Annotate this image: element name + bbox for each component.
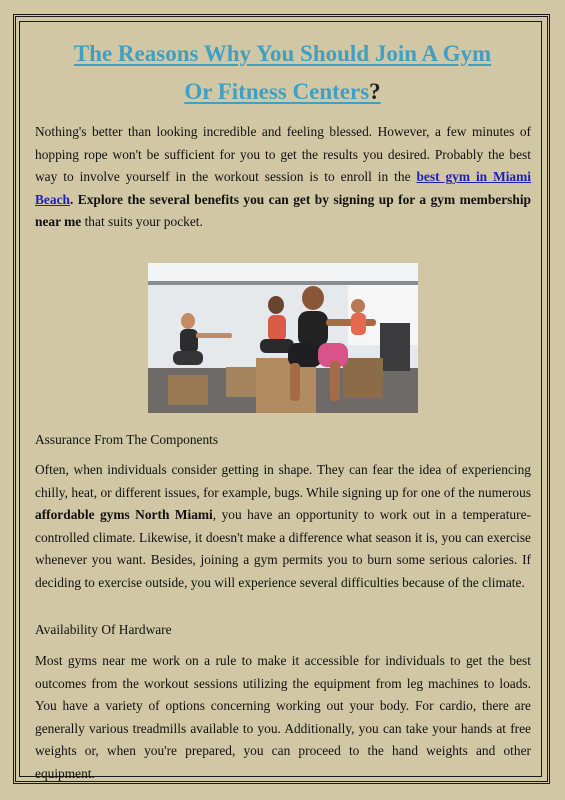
page-title (30, 35, 535, 111)
gym-photo (148, 263, 418, 413)
best-gym-link[interactable]: best gym in Miami Beach (35, 169, 531, 207)
title-line-2: Or Fitness Centers (184, 79, 370, 104)
intro-paragraph: Nothing's better than looking incredible and feeling blessed. However, a few minutes of hopping rope won't be sufficient for you to get the results you desired. Probably the best way to involve yourself in the workout session is to enroll in the best gym in Miami Beach. Explore the several benefits you can get by signing up for a gym membership near me that suits your pocket. (35, 124, 531, 229)
section-paragraph-hardware: Most gyms near me work on a rule to make it accessible for individuals to get the best outcomes from the workout sessions utilizing the equipment from leg machines to loads. You have a variety of options concerning working out your body. For cardio, there are generally various treadmills available to you. Additionally, you can take your hands at free weights or, when you're prepared, you can proceed to the hand weights and other equipment. (35, 653, 531, 781)
gym-membership-bold: gym membership near me (35, 191, 531, 229)
affordable-gyms-bold: affordable gyms North Miami (35, 507, 213, 522)
section-paragraph-assurance: Often, when individuals consider getting in shape. They can fear the idea of experiencing chilly, heat, or different issues, for example, bugs. While signing up for one of the numerous affordable gyms North Miami, you have an opportunity to work out in a temperature-controlled climate. Likewise, it doesn't make a difference what season it is, you can exercise whenever you want. Besides, joining a gym permits you to burn some serious calories. If deciding to exercise outside, you will experience several difficulties because of the climate. (35, 462, 531, 590)
section-heading-assurance: Assurance From The Components (35, 432, 219, 447)
title-question-mark: ? (369, 79, 381, 104)
title-line-1: The Reasons Why You Should Join A Gym (73, 41, 492, 66)
section-heading-hardware: Availability Of Hardware (35, 622, 172, 637)
